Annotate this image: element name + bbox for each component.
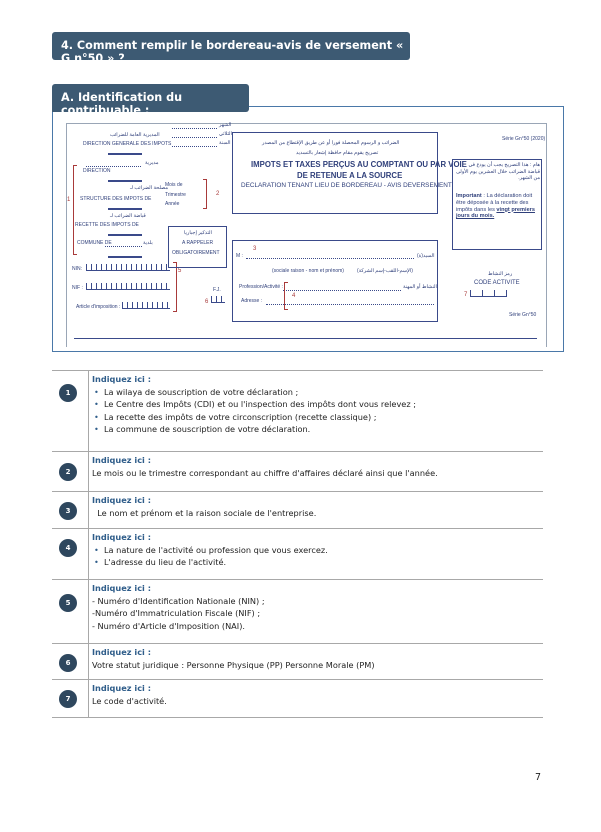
number-badge: 6 [59, 654, 77, 672]
number-badge: 4 [59, 539, 77, 557]
list-item: • La nature de l'activité ou profession que vous exercez. [104, 544, 328, 557]
number-badge: 1 [59, 384, 77, 402]
table-row: 6 Indiquez ici : Votre statut juridique : Personne Physique (PP) Personne Morale (PM) [52, 643, 543, 679]
number-badge: 5 [59, 594, 77, 612]
section-title: A. Identification du contribuable : [52, 84, 249, 112]
list-item: • L'adresse du lieu de l'activité. [104, 556, 328, 569]
instructions-table [52, 370, 543, 718]
page-title: 4. Comment remplir le bordereau-avis de versement « G n°50 » ? [52, 32, 410, 60]
page-number: 7 [535, 772, 542, 783]
table-row: 3 Indiquez ici : Le nom et prénom et la raison sociale de l'entreprise. [52, 491, 543, 528]
number-badge: 7 [59, 690, 77, 708]
table-row: 5 Indiquez ici : - Numéro d'Identification Nationale (NIN) ; -Numéro d'Immatriculation Fiscale (NIF) ; - Numéro d'Article d'Imposition (NAI). [52, 579, 543, 643]
list-item: • La commune de souscription de votre déclaration. [104, 423, 416, 436]
table-row: 4 Indiquez ici : • La nature de l'activité ou profession que vous exercez. • L'adresse du lieu de l'activité. [52, 528, 543, 579]
list-item: • La wilaya de souscription de votre déclaration ; [104, 386, 416, 399]
row-label: Indiquez ici : [92, 374, 151, 384]
table-row: 7 Indiquez ici : Le code d'activité. [52, 679, 543, 718]
table-row: 2 Indiquez ici : Le mois ou le trimestre correspondant au chiffre d'affaires déclaré ainsi que l'année. [52, 451, 543, 491]
list-item: • Le Centre des Impôts (CDI) et ou l'inspection des impôts dont vous relevez ; [104, 398, 416, 411]
list-item: • La recette des impôts de votre circonscription (recette classique) ; [104, 411, 416, 424]
table-row [52, 370, 543, 451]
number-badge: 2 [59, 463, 77, 481]
number-badge: 3 [59, 502, 77, 520]
